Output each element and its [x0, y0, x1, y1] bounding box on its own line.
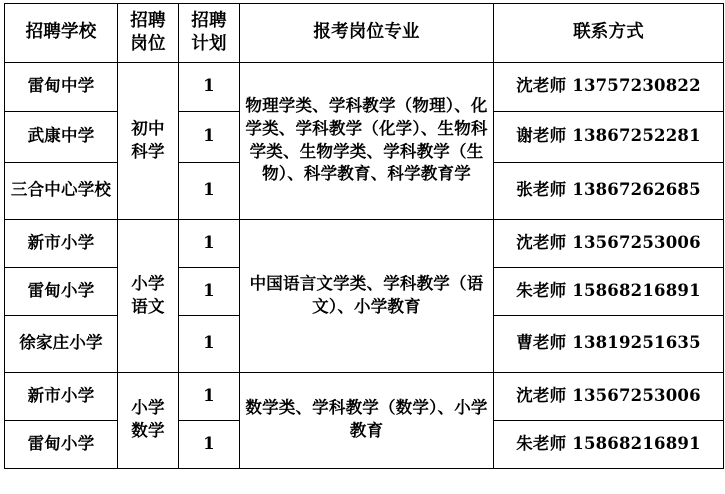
table-header: [5, 4, 724, 63]
table-row: [5, 62, 724, 111]
cell-post-line2: 数学: [131, 421, 165, 440]
cell-post: [118, 219, 179, 372]
cell-post-line1: 小学: [131, 273, 165, 293]
column-header-post-line1: 招聘: [130, 11, 166, 31]
table-body: [5, 62, 724, 468]
cell-post: [118, 62, 179, 219]
cell-school: 新市小学: [5, 219, 118, 267]
cell-contact: 朱老师 15868216891: [494, 420, 724, 468]
cell-school: 武康中学: [5, 111, 118, 162]
cell-school: 三合中心学校: [5, 162, 118, 219]
table-header-row: [5, 4, 724, 63]
cell-school: 雷甸中学: [5, 62, 118, 111]
cell-post-line2: 科学: [131, 141, 165, 161]
cell-school: 雷甸小学: [5, 420, 118, 468]
column-header-major: 报考岗位专业: [240, 4, 494, 63]
cell-plan: 1: [179, 372, 240, 420]
cell-post-line1: 小学: [131, 398, 165, 418]
cell-post-line1: 初中: [131, 118, 165, 138]
recruitment-table: [4, 3, 724, 469]
cell-plan: 1: [179, 420, 240, 468]
cell-major: 中国语言文学类、学科教学（语文）、小学教育: [240, 219, 494, 372]
table-row: [5, 372, 724, 420]
cell-contact: 朱老师 15868216891: [494, 267, 724, 315]
column-header-plan-line1: 招聘: [191, 11, 227, 31]
cell-plan: 1: [179, 315, 240, 372]
table-row: [5, 219, 724, 267]
column-header-school: 招聘学校: [5, 4, 118, 63]
cell-plan: 1: [179, 219, 240, 267]
cell-contact: 曹老师 13819251635: [494, 315, 724, 372]
cell-plan: 1: [179, 62, 240, 111]
cell-major: 物理学类、学科教学（物理）、化学类、学科教学（化学）、生物科学类、生物学类、学科教学（生物）、科学教育、科学教育学: [240, 62, 494, 219]
cell-school: 徐家庄小学: [5, 315, 118, 372]
cell-contact: 张老师 13867262685: [494, 162, 724, 219]
cell-school: 雷甸小学: [5, 267, 118, 315]
cell-school: 新市小学: [5, 372, 118, 420]
cell-contact: 沈老师 13567253006: [494, 372, 724, 420]
cell-post-line2: 语文: [131, 296, 165, 316]
cell-plan: 1: [179, 111, 240, 162]
column-header-post: [118, 4, 179, 63]
cell-post: [118, 372, 179, 468]
cell-contact: 沈老师 13567253006: [494, 219, 724, 267]
column-header-plan-line2: 计划: [191, 33, 227, 54]
cell-plan: 1: [179, 162, 240, 219]
cell-plan: 1: [179, 267, 240, 315]
column-header-post-line2: 岗位: [130, 33, 166, 54]
cell-major: 数学类、学科教学（数学）、小学教育: [240, 372, 494, 468]
column-header-contact: 联系方式: [494, 4, 724, 63]
cell-contact: 谢老师 13867252281: [494, 111, 724, 162]
cell-contact: 沈老师 13757230822: [494, 62, 724, 111]
column-header-plan: [179, 4, 240, 63]
